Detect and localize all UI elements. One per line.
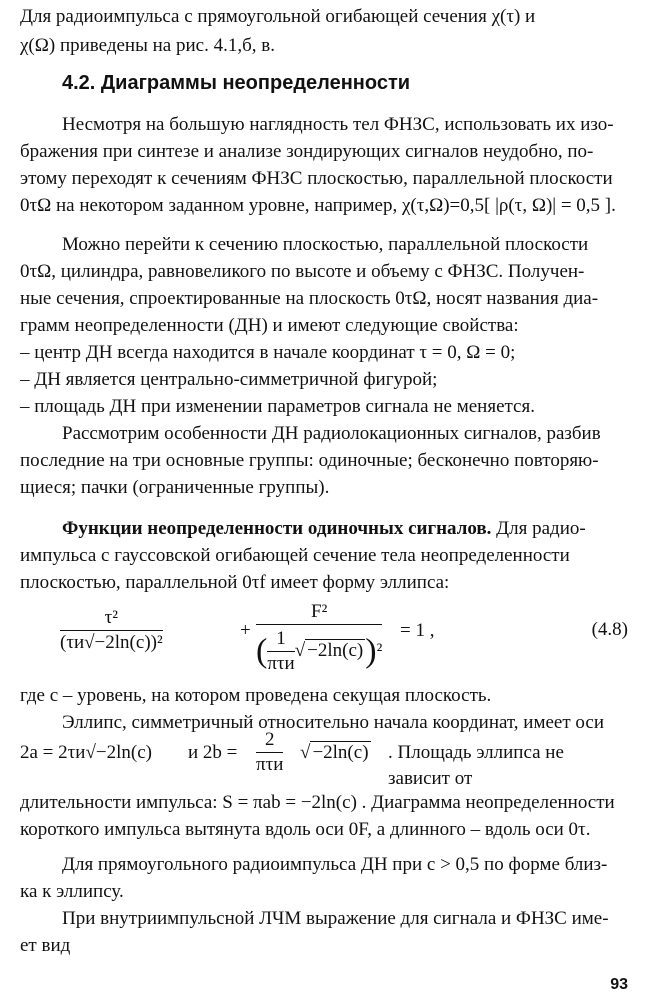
para3-line-1: Рассмотрим особенности ДН радиолокационных сигналов, разбив (62, 423, 601, 444)
para3-line-3: щиеся; пачки (ограниченные группы). (20, 477, 330, 498)
eq48-denominator-1: (τи√−2ln(c))² (60, 632, 163, 653)
para6-axis-b-fraction: 2 πτи (256, 729, 284, 775)
para1-line-3: этому переходят к сечениям ФНЗС плоскостью, параллельной плоскости (20, 168, 613, 189)
intro-line-1: Для радиоимпульса с прямоугольной огибающей сечения χ(τ) и (20, 6, 536, 27)
para6-axes-line (20, 729, 630, 790)
para5: где c – уровень, на котором проведена секущая плоскость. (20, 685, 492, 706)
para1-line-1: Несмотря на большую наглядность тел ФНЗС, использовать их изо- (62, 114, 614, 135)
eq48-fraction-1 (60, 606, 163, 655)
para2-line-4: грамм неопределенности (ДН) и имеют следующие свойства: (20, 315, 519, 336)
eq48-numerator-1: τ² (104, 607, 118, 628)
para1-line-2: бражения при синтезе и анализе зондирующих сигналов неудобно, по- (20, 141, 594, 162)
para7-line-2: ка к эллипсу. (20, 881, 124, 902)
para4-line-3: плоскостью, параллельной 0τf имеет форму эллипса: (20, 572, 450, 593)
para2-line-2: 0τΩ, цилиндра, равновеликого по высоте и объему с ФНЗС. Получен- (20, 261, 585, 282)
section-heading: 4.2. Диаграммы неопределенности (62, 72, 411, 94)
para3-line-2: последние на три основные группы: одиночные; бесконечно повторяю- (20, 450, 599, 471)
para4-bold-lead: Функции неопределенности одиночных сигналов. (62, 518, 492, 539)
eq48-number: (4.8) (591, 619, 628, 640)
equation-4-8 (60, 600, 560, 676)
para2-line-1: Можно перейти к сечению плоскостью, параллельной плоскости (62, 234, 589, 255)
list-item-1: – центр ДН всегда находится в начале координат τ = 0, Ω = 0; (20, 342, 516, 363)
page-number: 93 (610, 976, 628, 993)
para6-line-1: Эллипс, симметричный относительно начала координат, имеет оси (62, 712, 604, 733)
para1-line-4: 0τΩ на некотором заданном уровне, например, χ(τ,Ω)=0,5[ |ρ(τ, Ω)| = 0,5 ]. (20, 195, 616, 216)
para6-axis-b-root: √ −2ln(c) (300, 742, 369, 763)
eq48-root: −2ln(c) (307, 639, 364, 661)
para6-tail: . Площадь эллипса не зависит от (388, 742, 564, 789)
para4-line-1 (62, 516, 632, 542)
eq48-inner-fraction: $\frac{1}{\text{πτи}}$ (267, 628, 295, 674)
list-item-2: – ДН является центрально-симметричной фигурой; (20, 369, 438, 390)
para6-line-4: короткого импульса вытянута вдоль оси 0F, а длинного – вдоль оси 0τ. (20, 819, 591, 840)
para4-lead-rest: Для радио- (491, 518, 586, 539)
para4-line-2: импульса с гауссовской огибающей сечение тела неопределенности (20, 545, 570, 566)
intro-line-2: χ(Ω) приведены на рис. 4.1,б, в. (20, 35, 275, 56)
para7-line-1: Для прямоугольного радиоимпульса ДН при c > 0,5 по форме близ- (62, 854, 608, 875)
para8-line-2: ет вид (20, 935, 71, 956)
list-item-3: – площадь ДН при изменении параметров сигнала не меняется. (20, 396, 535, 417)
eq48-rhs: = 1 , (400, 620, 435, 641)
para2-line-3: ные сечения, спроектированные на плоскость 0τΩ, носят названия диа- (20, 288, 599, 309)
para6-axis-a: 2a = 2τи√−2ln(c) (20, 742, 152, 763)
eq48-fraction-2: F² ( $\frac{1}{\text{πτи}}$ √ −2ln(c))² (256, 601, 383, 674)
eq48-numerator-2: F² (311, 601, 328, 622)
para6-axis-b-lhs: и 2b = (188, 742, 238, 763)
para6-line-3: длительности импульса: S = πab = −2ln(c) . Диаграмма неопределенности (20, 792, 615, 813)
eq48-plus: + (240, 620, 251, 641)
para8-line-1: При внутриимпульсной ЛЧМ выражение для сигнала и ФНЗС име- (62, 908, 609, 929)
